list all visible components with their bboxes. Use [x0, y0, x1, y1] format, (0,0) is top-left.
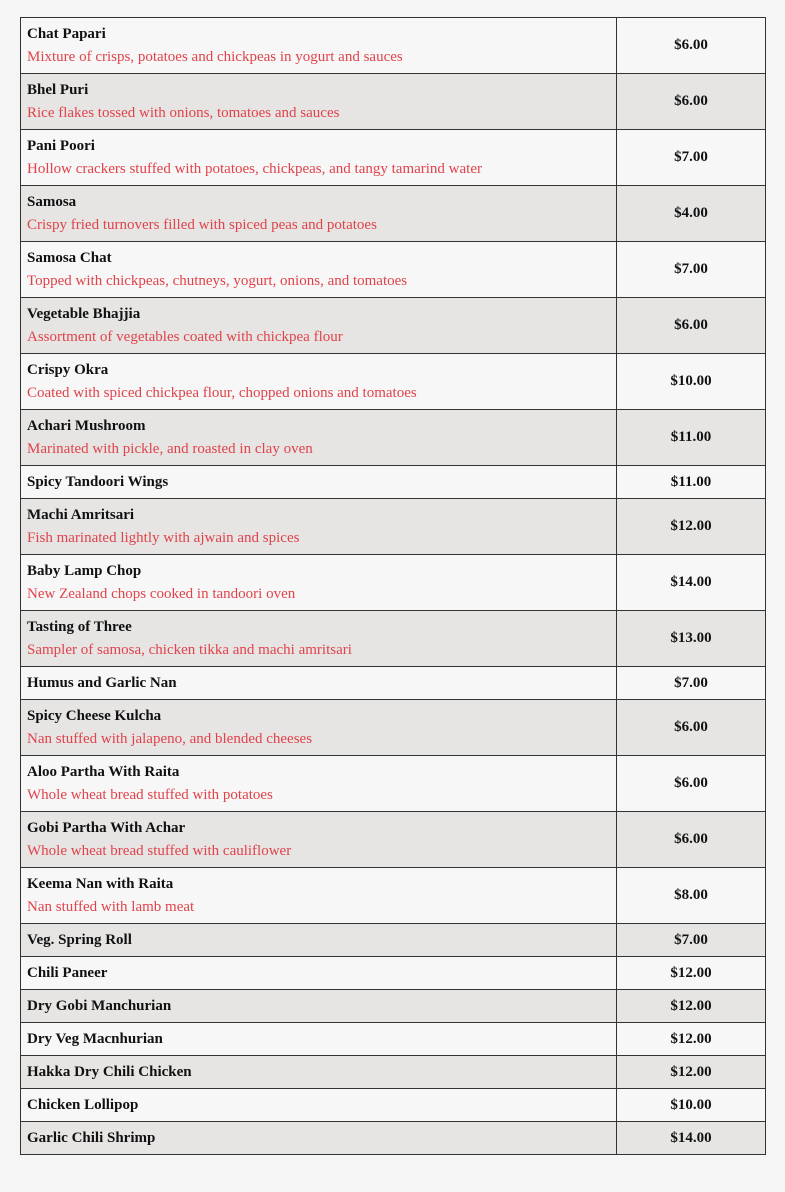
menu-row — [21, 990, 766, 1023]
menu-item-cell — [21, 186, 617, 242]
menu-item-cell — [21, 354, 617, 410]
menu-item-name: Samosa Chat — [27, 250, 112, 266]
menu-item-price: $11.00 — [617, 466, 766, 499]
menu-row — [21, 957, 766, 990]
menu-item-price: $6.00 — [617, 74, 766, 130]
menu-item-cell — [21, 700, 617, 756]
menu-item-cell — [21, 18, 617, 74]
menu-item-price: $12.00 — [617, 957, 766, 990]
menu-item-description: Marinated with pickle, and roasted in clay oven — [27, 441, 313, 457]
menu-item-cell — [21, 957, 617, 990]
menu-item-description: Hollow crackers stuffed with potatoes, chickpeas, and tangy tamarind water — [27, 161, 482, 177]
menu-item-price: $10.00 — [617, 354, 766, 410]
menu-item-price: $13.00 — [617, 611, 766, 667]
menu-item-cell — [21, 667, 617, 700]
menu-item-price: $14.00 — [617, 1122, 766, 1155]
menu-item-description: Assortment of vegetables coated with chickpea flour — [27, 329, 343, 345]
menu-row — [21, 130, 766, 186]
menu-item-cell — [21, 756, 617, 812]
menu-item-price: $12.00 — [617, 1023, 766, 1056]
menu-item-price: $6.00 — [617, 812, 766, 868]
menu-row — [21, 354, 766, 410]
menu-item-cell — [21, 1056, 617, 1089]
menu-item-cell — [21, 990, 617, 1023]
menu-item-name: Samosa — [27, 194, 77, 210]
menu-item-cell — [21, 924, 617, 957]
menu-item-name: Chili Paneer — [27, 965, 108, 981]
menu-item-cell — [21, 242, 617, 298]
menu-item-cell — [21, 868, 617, 924]
menu-item-name: Chat Papari — [27, 26, 106, 42]
menu-row — [21, 410, 766, 466]
menu-item-cell — [21, 466, 617, 499]
menu-row — [21, 611, 766, 667]
menu-item-description: Whole wheat bread stuffed with potatoes — [27, 787, 273, 803]
menu-item-description: Fish marinated lightly with ajwain and spices — [27, 530, 300, 546]
menu-row — [21, 924, 766, 957]
menu-row — [21, 667, 766, 700]
menu-row — [21, 242, 766, 298]
menu-item-cell — [21, 812, 617, 868]
menu-item-price: $7.00 — [617, 667, 766, 700]
menu-item-description: Mixture of crisps, potatoes and chickpeas in yogurt and sauces — [27, 49, 403, 65]
menu-item-description: New Zealand chops cooked in tandoori oven — [27, 586, 296, 602]
menu-item-description: Nan stuffed with jalapeno, and blended cheeses — [27, 731, 313, 747]
menu-row — [21, 499, 766, 555]
menu-item-description: Coated with spiced chickpea flour, chopped onions and tomatoes — [27, 385, 417, 401]
menu-item-name: Pani Poori — [27, 138, 95, 154]
menu-item-description: Rice flakes tossed with onions, tomatoes and sauces — [27, 105, 340, 121]
menu-item-name: Dry Gobi Manchurian — [27, 998, 172, 1014]
menu-item-name: Garlic Chili Shrimp — [27, 1130, 156, 1146]
menu-item-description: Nan stuffed with lamb meat — [27, 899, 195, 915]
menu-table-body — [21, 18, 766, 1155]
menu-row — [21, 756, 766, 812]
menu-item-price: $6.00 — [617, 756, 766, 812]
menu-item-description: Topped with chickpeas, chutneys, yogurt, onions, and tomatoes — [27, 273, 408, 289]
menu-item-price: $12.00 — [617, 990, 766, 1023]
menu-item-description: Sampler of samosa, chicken tikka and machi amritsari — [27, 642, 352, 658]
menu-item-cell — [21, 555, 617, 611]
menu-row — [21, 1056, 766, 1089]
menu-row — [21, 700, 766, 756]
menu-item-name: Hakka Dry Chili Chicken — [27, 1064, 192, 1080]
menu-item-cell — [21, 410, 617, 466]
menu-item-cell — [21, 1122, 617, 1155]
menu-item-price: $6.00 — [617, 298, 766, 354]
menu-row — [21, 868, 766, 924]
menu-table — [20, 17, 766, 1155]
menu-item-cell — [21, 130, 617, 186]
menu-row — [21, 186, 766, 242]
menu-item-name: Dry Veg Macnhurian — [27, 1031, 163, 1047]
menu-item-cell — [21, 1089, 617, 1122]
menu-item-cell — [21, 611, 617, 667]
menu-item-price: $7.00 — [617, 242, 766, 298]
menu-item-price: $7.00 — [617, 130, 766, 186]
menu-item-name: Vegetable Bhajjia — [27, 306, 141, 322]
menu-item-description: Whole wheat bread stuffed with cauliflower — [27, 843, 292, 859]
menu-item-name: Humus and Garlic Nan — [27, 675, 177, 691]
menu-item-name: Keema Nan with Raita — [27, 876, 174, 892]
menu-row — [21, 74, 766, 130]
menu-item-name: Baby Lamp Chop — [27, 563, 142, 579]
menu-item-name: Spicy Tandoori Wings — [27, 474, 169, 490]
menu-item-name: Bhel Puri — [27, 82, 89, 98]
menu-row — [21, 812, 766, 868]
menu-row — [21, 18, 766, 74]
menu-item-price: $7.00 — [617, 924, 766, 957]
menu-item-description: Crispy fried turnovers filled with spiced peas and potatoes — [27, 217, 377, 233]
menu-item-price: $6.00 — [617, 700, 766, 756]
menu-item-name: Spicy Cheese Kulcha — [27, 708, 162, 724]
menu-row — [21, 1122, 766, 1155]
menu-item-cell — [21, 74, 617, 130]
menu-item-price: $10.00 — [617, 1089, 766, 1122]
menu-item-cell — [21, 298, 617, 354]
menu-item-price: $14.00 — [617, 555, 766, 611]
menu-item-price: $4.00 — [617, 186, 766, 242]
menu-item-name: Achari Mushroom — [27, 418, 146, 434]
menu-item-price: $6.00 — [617, 18, 766, 74]
menu-row — [21, 298, 766, 354]
menu-item-name: Machi Amritsari — [27, 507, 135, 523]
menu-item-price: $12.00 — [617, 1056, 766, 1089]
menu-item-price: $8.00 — [617, 868, 766, 924]
menu-row — [21, 466, 766, 499]
menu-item-name: Veg. Spring Roll — [27, 932, 132, 948]
menu-row — [21, 1023, 766, 1056]
menu-row — [21, 1089, 766, 1122]
menu-item-cell — [21, 499, 617, 555]
menu-row — [21, 555, 766, 611]
menu-item-name: Gobi Partha With Achar — [27, 820, 186, 836]
menu-item-name: Tasting of Three — [27, 619, 132, 635]
menu-item-price: $12.00 — [617, 499, 766, 555]
menu-item-name: Aloo Partha With Raita — [27, 764, 180, 780]
menu-item-cell — [21, 1023, 617, 1056]
menu-item-name: Crispy Okra — [27, 362, 109, 378]
menu-item-price: $11.00 — [617, 410, 766, 466]
menu-item-name: Chicken Lollipop — [27, 1097, 139, 1113]
